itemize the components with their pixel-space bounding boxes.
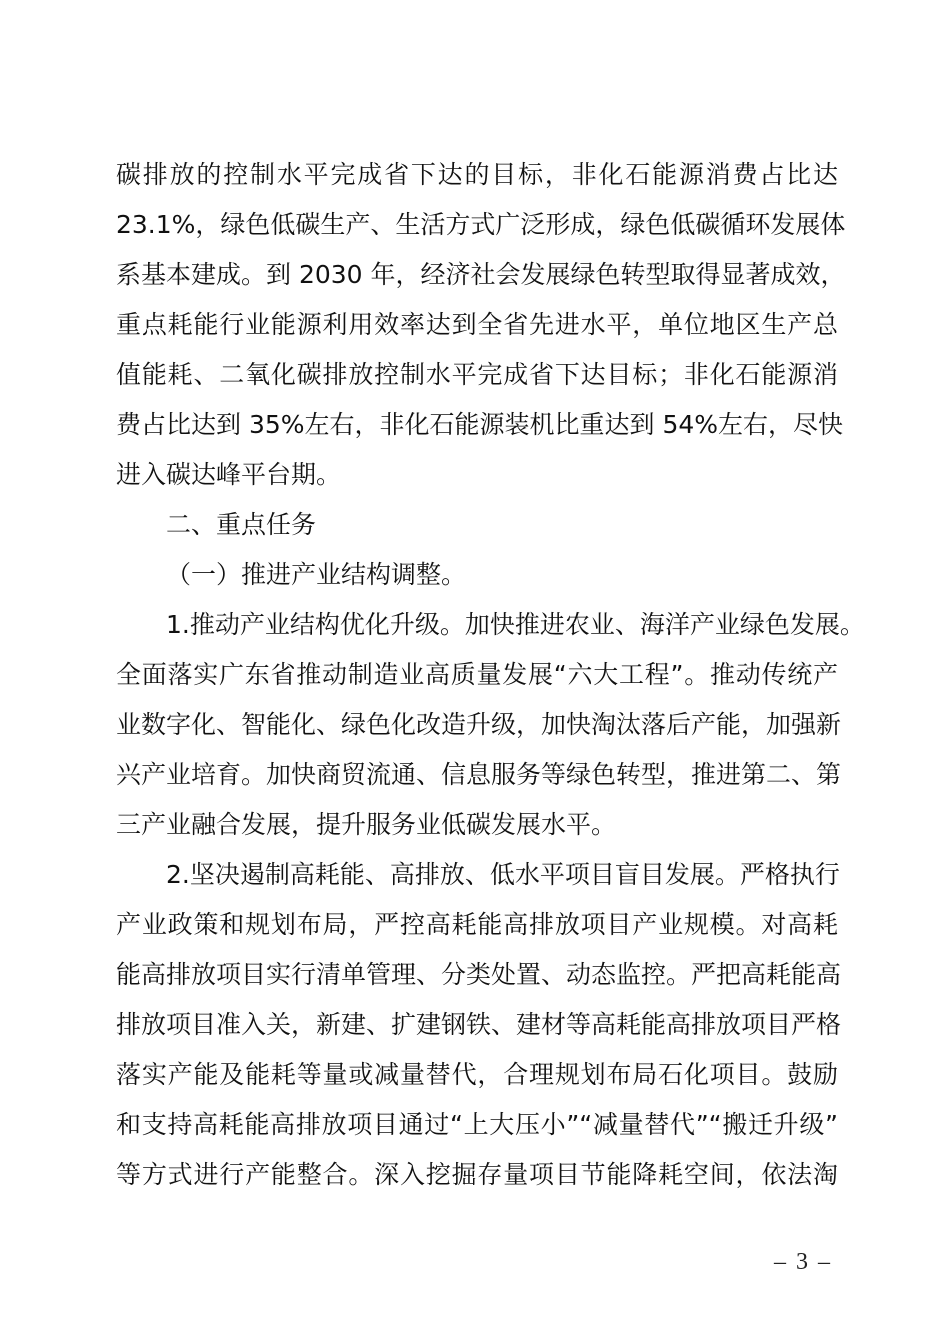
text-line: 产业政策和规划布局，严控高耗能高排放项目产业规模。对高耗 — [116, 910, 838, 939]
paragraph-start-line: 1.推动产业结构优化升级。加快推进农业、海洋产业绿色发展。 — [166, 610, 865, 639]
text-line: 系基本建成。到 2030 年，经济社会发展绿色转型取得显著成效， — [116, 260, 846, 289]
text-line: 费占比达到 35%左右，非化石能源装机比重达到 54%左右，尽快 — [116, 410, 844, 439]
text-line: 23.1%，绿色低碳生产、生活方式广泛形成，绿色低碳循环发展体 — [116, 210, 846, 239]
paragraph-start-line: 2.坚决遏制高耗能、高排放、低水平项目盲目发展。严格执行 — [166, 860, 840, 889]
document-body — [116, 150, 865, 1200]
text-line: 排放项目准入关，新建、扩建钢铁、建材等高耗能高排放项目严格 — [116, 1010, 842, 1039]
subsection-heading: （一）推进产业结构调整。 — [166, 560, 467, 589]
text-line: 值能耗、二氧化碳排放控制水平完成省下达目标；非化石能源消 — [116, 360, 838, 389]
text-line: 能高排放项目实行清单管理、分类处置、动态监控。严把高耗能高 — [116, 960, 842, 989]
text-line: 业数字化、智能化、绿色化改造升级，加快淘汰落后产能，加强新 — [116, 710, 842, 739]
text-line: 和支持高耗能高排放项目通过“上大压小”“减量替代”“搬迁升级” — [116, 1110, 838, 1139]
text-line: 等方式进行产能整合。深入挖掘存量项目节能降耗空间，依法淘 — [116, 1160, 838, 1189]
text-line: 重点耗能行业能源利用效率达到全省先进水平，单位地区生产总 — [116, 310, 838, 339]
section-heading: 二、重点任务 — [166, 510, 317, 539]
text-line: 全面落实广东省推动制造业高质量发展“六大工程”。推动传统产 — [116, 660, 838, 689]
page-number: – 3 – — [774, 1249, 832, 1275]
text-line: 进入碳达峰平台期。 — [116, 460, 342, 489]
text-line: 落实产能及能耗等量或减量替代，合理规划布局石化项目。鼓励 — [116, 1060, 838, 1089]
text-line: 兴产业培育。加快商贸流通、信息服务等绿色转型，推进第二、第 — [116, 760, 842, 789]
text-line: 三产业融合发展，提升服务业低碳发展水平。 — [116, 810, 617, 839]
text-line: 碳排放的控制水平完成省下达的目标，非化石能源消费占比达 — [116, 160, 838, 189]
